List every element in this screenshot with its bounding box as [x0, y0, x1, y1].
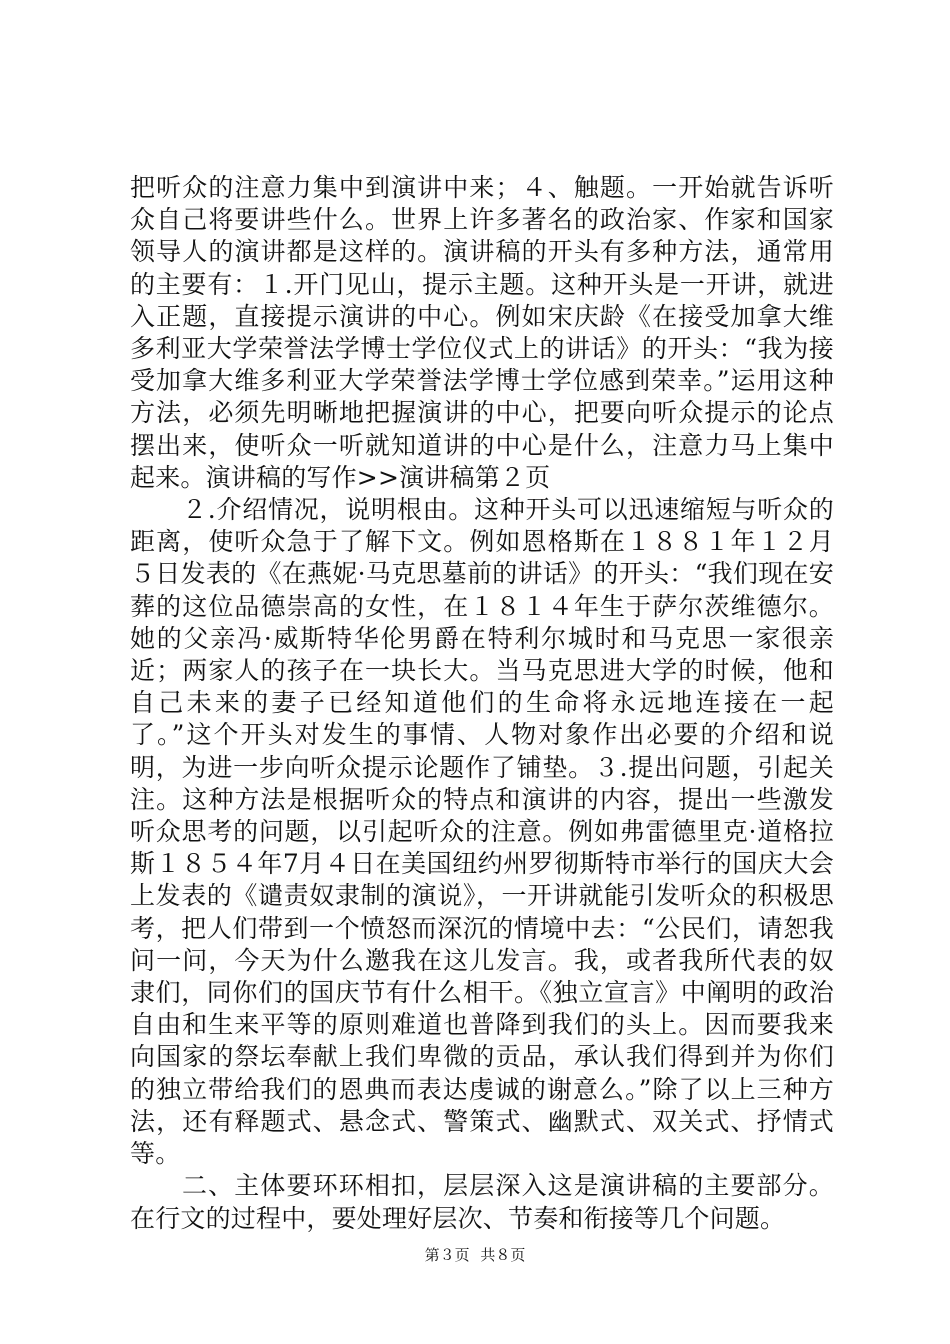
page-footer: [0, 1245, 950, 1265]
page-number-total: 共８页: [480, 1246, 526, 1264]
page-number-current: 第３页: [424, 1246, 470, 1264]
paragraph-intro-continuation: 把听众的注意力集中到演讲中来；４、触题。一开始就告诉听众自己将要讲些什么。世界上许多著名的政治家、作家和国家领导人的演讲都是这样的。演讲稿的开头有多种方法，通常用的主要有：１.开门见山，提示主题。这种开头是一开讲，就进入正题，直接提示演讲的中心。例如宋庆龄《在接受加拿大维多利亚大学荣誉法学博士学位仪式上的讲话》的开头：“我为接受加拿大维多利亚大学荣誉法学博士学位感到荣幸。”运用这种方法，必须先明晰地把握演讲的中心，把要向听众提示的论点摆出来，使听众一听就知道讲的中心是什么，注意力马上集中起来。演讲稿的写作>>演讲稿第２页: [130, 173, 834, 492]
paragraph-method-two: ２.介绍情况，说明根由。这种开头可以迅速缩短与听众的距离，使听众急于了解下文。例如恩格斯在１８８１年１２月５日发表的《在燕妮·马克思墓前的讲话》的开头：“我们现在安葬的这位品德崇高的女性，在１８１４年生于萨尔茨维德尔。她的父亲冯·威斯特华伦男爵在特利尔城时和马克思一家很亲近；两家人的孩子在一块长大。当马克思进大学的时候，他和自己未来的妻子已经知道他们的生命将永远地连接在一起了。”这个开头对发生的事情、人物对象作出必要的介绍和说明，为进一步向听众提示论题作了铺垫。３.提出问题，引起关注。这种方法是根据听众的特点和演讲的内容，提出一些激发听众思考的问题，以引起听众的注意。例如弗雷德里克·道格拉斯１８５４年7月４日在美国纽约州罗彻斯特市举行的国庆大会上发表的《谴责奴隶制的演说》，一开讲就能引发听众的积极思考，把人们带到一个愤怒而深沉的情境中去：“公民们，请恕我问一问，今天为什么邀我在这儿发言。我，或者我所代表的奴隶们，同你们的国庆节有什么相干。《独立宣言》中阐明的政治自由和生来平等的原则难道也普降到我们的头上。因而要我来向国家的祭坛奉献上我们卑微的贡品，承认我们得到并为你们的独立带给我们的恩典而表达虔诚的谢意么。”除了以上三种方法，还有释题式、悬念式、警策式、幽默式、双关式、抒情式等。: [130, 495, 834, 1169]
paragraph-main-body: 二、主体要环环相扣，层层深入这是演讲稿的主要部分。在行文的过程中，要处理好层次、节奏和衔接等几个问题。: [130, 1171, 834, 1233]
document-body: [130, 172, 834, 1235]
